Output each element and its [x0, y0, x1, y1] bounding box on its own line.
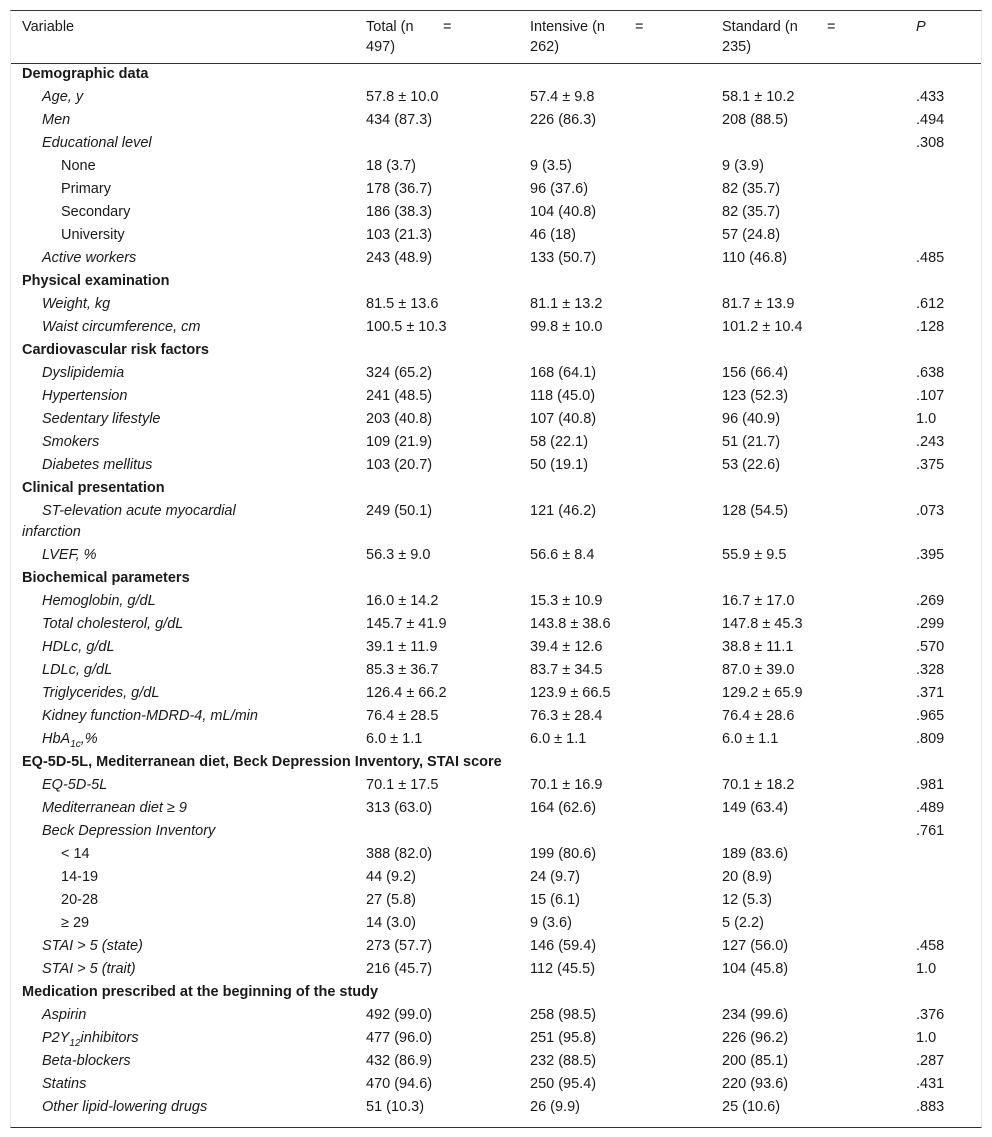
table-header-row [11, 17, 981, 61]
p-value: .809 [916, 731, 945, 747]
table-row [11, 202, 981, 225]
total-value: 14 (3.0) [366, 915, 416, 931]
total-value: 126.4 ± 66.2 [366, 685, 447, 701]
total-value: 103 (21.3) [366, 227, 433, 243]
total-value: 44 (9.2) [366, 869, 416, 885]
variable-label-main: P2Y [42, 1030, 70, 1046]
total-value: 388 (82.0) [366, 846, 433, 862]
p-value: .431 [916, 1076, 945, 1092]
p-value: 1.0 [916, 411, 937, 427]
intensive-value: 6.0 ± 1.1 [530, 731, 587, 747]
total-value: 81.5 ± 13.6 [366, 296, 439, 312]
variable-label-suffix: ,% [80, 731, 98, 747]
table-row [11, 179, 981, 202]
total-value: 273 (57.7) [366, 938, 433, 954]
variable-label: Weight, kg [42, 296, 111, 312]
total-value: 27 (5.8) [366, 892, 416, 908]
total-value: 85.3 ± 36.7 [366, 662, 439, 678]
p-value: 1.0 [916, 961, 937, 977]
standard-value: 5 (2.2) [722, 915, 764, 931]
total-value: 243 (48.9) [366, 250, 433, 266]
category-label: None [61, 158, 96, 174]
intensive-value: 143.8 ± 38.6 [530, 616, 611, 632]
table-row [11, 294, 981, 317]
p-value: 1.0 [916, 1030, 937, 1046]
p-value: .073 [916, 503, 945, 519]
variable-label: Beta-blockers [42, 1053, 131, 1069]
table-row [11, 363, 981, 386]
variable-label: Statins [42, 1076, 87, 1092]
total-value: 18 (3.7) [366, 158, 416, 174]
standard-value: 25 (10.6) [722, 1099, 781, 1115]
header-total-line2: 497) [366, 39, 396, 55]
variable-label: Hypertension [42, 388, 128, 404]
standard-value: 82 (35.7) [722, 204, 781, 220]
p-value: .269 [916, 593, 945, 609]
variable-label: Mediterranean diet ≥ 9 [42, 800, 187, 816]
table-row [11, 1051, 981, 1074]
standard-value: 156 (66.4) [722, 365, 789, 381]
header-variable: Variable [22, 19, 75, 35]
variable-label: Active workers [42, 250, 137, 266]
intensive-value: 46 (18) [530, 227, 576, 243]
table-row [11, 867, 981, 890]
p-value: .570 [916, 639, 945, 655]
section-header-row [11, 982, 981, 1005]
header-total [366, 17, 414, 57]
intensive-value: 81.1 ± 13.2 [530, 296, 603, 312]
table-row [11, 798, 981, 821]
intensive-value: 146 (59.4) [530, 938, 597, 954]
header-standard [722, 17, 798, 57]
variable-label: Age, y [42, 89, 84, 105]
p-value: .981 [916, 777, 945, 793]
p-value: .299 [916, 616, 945, 632]
variable-label [42, 1028, 139, 1049]
standard-value: 220 (93.6) [722, 1076, 789, 1092]
total-value: 57.8 ± 10.0 [366, 89, 439, 105]
table-row [11, 936, 981, 959]
p-value: .287 [916, 1053, 945, 1069]
standard-value: 81.7 ± 13.9 [722, 296, 795, 312]
table-row [11, 110, 981, 133]
standard-value: 9 (3.9) [722, 158, 764, 174]
intensive-value: 226 (86.3) [530, 112, 597, 128]
section-header-row [11, 340, 981, 363]
intensive-value: 112 (45.5) [530, 961, 596, 977]
header-intensive-equals: = [635, 19, 644, 35]
variable-label [22, 501, 236, 543]
table-row [11, 660, 981, 683]
p-value: .128 [916, 319, 945, 335]
variable-label: Men [42, 112, 71, 128]
p-value: .489 [916, 800, 945, 816]
header-total-line1: Total (n [366, 19, 414, 35]
variable-label-subscript: 1c [70, 738, 81, 750]
table-row [11, 637, 981, 660]
total-value: 178 (36.7) [366, 181, 433, 197]
intensive-value: 133 (50.7) [530, 250, 597, 266]
category-label: Secondary [61, 204, 131, 220]
standard-value: 12 (5.3) [722, 892, 772, 908]
table-row [11, 133, 981, 156]
table-row [11, 317, 981, 340]
standard-value: 127 (56.0) [722, 938, 789, 954]
section-label: Biochemical parameters [22, 570, 190, 586]
intensive-value: 57.4 ± 9.8 [530, 89, 595, 105]
table-row [11, 614, 981, 637]
standard-value: 53 (22.6) [722, 457, 781, 473]
table-row [11, 821, 981, 844]
variable-label [42, 729, 98, 750]
table-row [11, 1074, 981, 1097]
variable-label-main: HbA [42, 731, 71, 747]
p-value: .376 [916, 1007, 945, 1023]
table-row [11, 1005, 981, 1028]
total-value: 216 (45.7) [366, 961, 433, 977]
total-value: 16.0 ± 14.2 [366, 593, 439, 609]
table-row [11, 1028, 981, 1051]
variable-label: HDLc, g/dL [42, 639, 115, 655]
p-value: .883 [916, 1099, 945, 1115]
p-value: .458 [916, 938, 945, 954]
standard-value: 70.1 ± 18.2 [722, 777, 795, 793]
intensive-value: 9 (3.6) [530, 915, 572, 931]
intensive-value: 96 (37.6) [530, 181, 589, 197]
intensive-value: 107 (40.8) [530, 411, 597, 427]
table-row [11, 706, 981, 729]
standard-value: 110 (46.8) [722, 250, 788, 266]
variable-label: Aspirin [42, 1007, 87, 1023]
standard-value: 51 (21.7) [722, 434, 781, 450]
variable-label: LDLc, g/dL [42, 662, 113, 678]
table-row [11, 225, 981, 248]
standard-value: 20 (8.9) [722, 869, 772, 885]
header-total-equals: = [443, 19, 452, 35]
standard-value: 226 (96.2) [722, 1030, 789, 1046]
total-value: 100.5 ± 10.3 [366, 319, 447, 335]
standard-value: 189 (83.6) [722, 846, 789, 862]
total-value: 51 (10.3) [366, 1099, 425, 1115]
section-header-row [11, 64, 981, 87]
table-row [11, 844, 981, 867]
category-label: 20-28 [61, 892, 99, 908]
total-value: 477 (96.0) [366, 1030, 433, 1046]
section-label: Clinical presentation [22, 480, 165, 496]
table-row [11, 959, 981, 982]
standard-value: 82 (35.7) [722, 181, 781, 197]
variable-label: Diabetes mellitus [42, 457, 153, 473]
standard-value: 104 (45.8) [722, 961, 789, 977]
section-label: Cardiovascular risk factors [22, 342, 209, 358]
intensive-value: 15.3 ± 10.9 [530, 593, 603, 609]
variable-label: Beck Depression Inventory [42, 823, 216, 839]
total-value: 39.1 ± 11.9 [366, 639, 438, 655]
standard-value: 149 (63.4) [722, 800, 789, 816]
p-value: .375 [916, 457, 945, 473]
p-value: .395 [916, 547, 945, 563]
category-label: 14-19 [61, 869, 99, 885]
variable-label-line1: ST-elevation acute myocardial [42, 503, 236, 519]
standard-value: 38.8 ± 11.1 [722, 639, 794, 655]
intensive-value: 9 (3.5) [530, 158, 572, 174]
variable-label: Smokers [42, 434, 100, 450]
total-value: 241 (48.5) [366, 388, 433, 404]
standard-value: 57 (24.8) [722, 227, 781, 243]
total-value: 470 (94.6) [366, 1076, 433, 1092]
table-row [11, 683, 981, 706]
variable-label: STAI > 5 (trait) [42, 961, 136, 977]
p-value: .243 [916, 434, 945, 450]
intensive-value: 56.6 ± 8.4 [530, 547, 595, 563]
header-standard-line2: 235) [722, 39, 752, 55]
table-row [11, 545, 981, 568]
standard-value: 6.0 ± 1.1 [722, 731, 779, 747]
intensive-value: 123.9 ± 66.5 [530, 685, 611, 701]
p-value: .433 [916, 89, 945, 105]
standard-value: 200 (85.1) [722, 1053, 789, 1069]
variable-label: Total cholesterol, g/dL [42, 616, 184, 632]
variable-label: STAI > 5 (state) [42, 938, 143, 954]
standard-value: 129.2 ± 65.9 [722, 685, 803, 701]
section-label: Physical examination [22, 273, 170, 289]
total-value: 492 (99.0) [366, 1007, 433, 1023]
section-label: Demographic data [22, 66, 149, 82]
header-p-value: P [916, 19, 926, 35]
variable-label: Hemoglobin, g/dL [42, 593, 156, 609]
standard-value: 87.0 ± 39.0 [722, 662, 795, 678]
intensive-value: 76.3 ± 28.4 [530, 708, 603, 724]
section-header-row [11, 568, 981, 591]
standard-value: 96 (40.9) [722, 411, 781, 427]
intensive-value: 121 (46.2) [530, 503, 597, 519]
header-intensive-line2: 262) [530, 39, 560, 55]
p-value: .485 [916, 250, 945, 266]
intensive-value: 251 (95.8) [530, 1030, 597, 1046]
intensive-value: 15 (6.1) [530, 892, 580, 908]
p-value: .761 [916, 823, 945, 839]
table-row [11, 729, 981, 752]
baseline-characteristics-table [10, 10, 982, 1128]
variable-label: Triglycerides, g/dL [42, 685, 160, 701]
table-row [11, 432, 981, 455]
header-intensive-line1: Intensive (n [530, 19, 605, 35]
intensive-value: 26 (9.9) [530, 1099, 580, 1115]
p-value: .638 [916, 365, 945, 381]
table-row [11, 1097, 981, 1120]
total-value: 109 (21.9) [366, 434, 433, 450]
table-row [11, 455, 981, 478]
total-value: 103 (20.7) [366, 457, 433, 473]
table-row [11, 248, 981, 271]
intensive-value: 58 (22.1) [530, 434, 589, 450]
variable-label-suffix: inhibitors [80, 1030, 139, 1046]
category-label: Primary [61, 181, 111, 197]
header-intensive [530, 17, 605, 57]
intensive-value: 39.4 ± 12.6 [530, 639, 603, 655]
header-standard-equals: = [827, 19, 836, 35]
standard-value: 123 (52.3) [722, 388, 789, 404]
intensive-value: 258 (98.5) [530, 1007, 597, 1023]
total-value: 56.3 ± 9.0 [366, 547, 431, 563]
table-row [11, 156, 981, 179]
total-value: 324 (65.2) [366, 365, 433, 381]
total-value: 249 (50.1) [366, 503, 433, 519]
intensive-value: 164 (62.6) [530, 800, 597, 816]
standard-value: 128 (54.5) [722, 503, 789, 519]
intensive-value: 250 (95.4) [530, 1076, 597, 1092]
total-value: 313 (63.0) [366, 800, 433, 816]
standard-value: 234 (99.6) [722, 1007, 789, 1023]
intensive-value: 232 (88.5) [530, 1053, 597, 1069]
table-row [11, 775, 981, 798]
total-value: 432 (86.9) [366, 1053, 433, 1069]
intensive-value: 99.8 ± 10.0 [530, 319, 603, 335]
table-row [11, 386, 981, 409]
variable-label: EQ-5D-5L [42, 777, 108, 793]
category-label: ≥ 29 [61, 915, 90, 931]
standard-value: 147.8 ± 45.3 [722, 616, 803, 632]
table-row [11, 890, 981, 913]
section-header-row [11, 752, 981, 775]
intensive-value: 199 (80.6) [530, 846, 597, 862]
section-header-row [11, 478, 981, 501]
header-standard-line1: Standard (n [722, 19, 798, 35]
intensive-value: 118 (45.0) [530, 388, 596, 404]
table-row [11, 591, 981, 614]
total-value: 6.0 ± 1.1 [366, 731, 423, 747]
variable-label: Waist circumference, cm [42, 319, 201, 335]
p-value: .612 [916, 296, 945, 312]
intensive-value: 83.7 ± 34.5 [530, 662, 603, 678]
intensive-value: 70.1 ± 16.9 [530, 777, 603, 793]
table-row [11, 87, 981, 110]
intensive-value: 50 (19.1) [530, 457, 589, 473]
variable-label-subscript: 12 [69, 1037, 81, 1049]
variable-label: Educational level [42, 135, 152, 151]
section-header-row [11, 271, 981, 294]
standard-value: 76.4 ± 28.6 [722, 708, 795, 724]
p-value: .328 [916, 662, 945, 678]
variable-label-line2: infarction [22, 524, 81, 540]
variable-label: Sedentary lifestyle [42, 411, 161, 427]
total-value: 434 (87.3) [366, 112, 433, 128]
intensive-value: 168 (64.1) [530, 365, 597, 381]
variable-label: Other lipid-lowering drugs [42, 1099, 208, 1115]
standard-value: 101.2 ± 10.4 [722, 319, 803, 335]
intensive-value: 104 (40.8) [530, 204, 597, 220]
section-label: EQ-5D-5L, Mediterranean diet, Beck Depression Inventory, STAI score [22, 754, 502, 770]
variable-label: Dyslipidemia [42, 365, 125, 381]
variable-label: LVEF, % [42, 547, 97, 563]
p-value: .107 [916, 388, 945, 404]
total-value: 145.7 ± 41.9 [366, 616, 447, 632]
standard-value: 58.1 ± 10.2 [722, 89, 795, 105]
variable-label: Kidney function-MDRD-4, mL/min [42, 708, 258, 724]
table-row [11, 409, 981, 432]
standard-value: 55.9 ± 9.5 [722, 547, 787, 563]
total-value: 70.1 ± 17.5 [366, 777, 439, 793]
total-value: 203 (40.8) [366, 411, 433, 427]
section-label: Medication prescribed at the beginning of the study [22, 984, 379, 1000]
standard-value: 208 (88.5) [722, 112, 789, 128]
total-value: 76.4 ± 28.5 [366, 708, 439, 724]
standard-value: 16.7 ± 17.0 [722, 593, 795, 609]
p-value: .965 [916, 708, 945, 724]
table-row [11, 913, 981, 936]
p-value: .308 [916, 135, 945, 151]
intensive-value: 24 (9.7) [530, 869, 580, 885]
p-value: .371 [916, 685, 945, 701]
total-value: 186 (38.3) [366, 204, 433, 220]
table-row [11, 501, 981, 545]
category-label: < 14 [61, 846, 90, 862]
category-label: University [61, 227, 125, 243]
p-value: .494 [916, 112, 945, 128]
